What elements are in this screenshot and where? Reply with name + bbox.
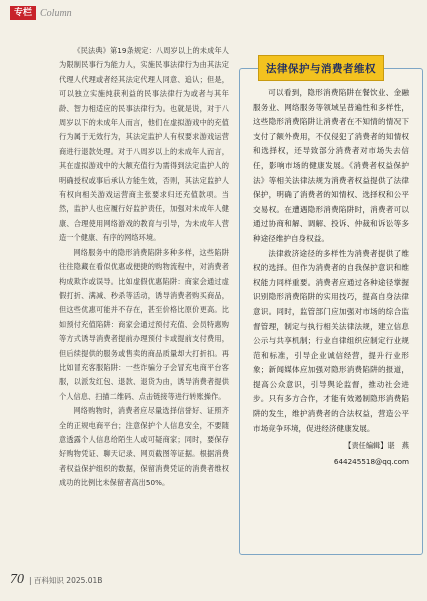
sidebar-box-title: 法律保护与消费者维权: [258, 55, 384, 81]
sidebar-box: [239, 62, 423, 555]
editor-email: 644245518@qq.com: [333, 457, 409, 467]
publication-info: | 百科知识 2025.01B: [29, 575, 103, 585]
column-tag-english: Column: [40, 7, 72, 19]
article-paragraph: 《民法典》第19条规定：八周岁以上的未成年人为限制民事行为能力人，实施民事法律行为由其法定代理人代理或者经其法定代理人同意、追认；但是，可以独立实施纯获利益的民事法律行为或者与其年龄、智力相适应的民事法律行为。也就是说，对于八周岁以下的未成年人而言，他们在虚拟游戏中的充值行为属于无效行为，其法定监护人有权要求游戏运营商进行退款处理。对于八周岁以上的未成年人而言，其在虚拟游戏中的大额充值行为需得到法定监护人的明确授权或事后承认方能生效，否则，其法定监护人有权向相关游戏运营商主张要求归还充值款项。当然，监护人也应履行好监护责任，加强对未成年人健康、合理使用网络游戏的教育与引导，为未成年人营造一个健康、有序的网络环境。: [59, 46, 229, 243]
header: [0, 0, 427, 26]
editor-credit: 【责任编辑】谌 燕: [344, 441, 409, 451]
page-footer: [10, 570, 102, 590]
page-number: 70: [10, 572, 24, 587]
sidebar-paragraph: 法律救济途径的多样性为消费者提供了维权的选择。但作为消费者的自我保护意识和维权能力同样重要。消费者应通过各种途径掌握识别隐形消费陷阱的实用技巧，提高自身法律意识。同时，监管部门应加强对市场的综合监督管理，制定与执行相关法律法规，建立信息公示与共享机制；行业自律组织应制定行业规范和标准，引导企业诚信经营，提升行业形象；新闻媒体应加强对隐形消费陷阱的报道，提高公众意识，引导舆论监督，推动社会进步。只有多方合作，才能有效遏制隐形消费陷阱的发生，维护消费者的合法权益，营造公平市场竞争环境，促进经济健康发展。: [253, 248, 409, 433]
main-article-column: [59, 44, 229, 491]
sidebar-box-body: [253, 86, 409, 436]
column-tag: 专栏: [10, 6, 36, 20]
article-paragraph: 网络购物时，消费者应尽量选择信誉好、证照齐全的正规电商平台；注意保护个人信息安全，不要随意透露个人信息给陌生人或可疑商家；同时，要保存好购物凭证、聊天记录、网页截图等证据。根据消费者权益保护组织的数据，保留消费凭证的消费者维权成功的比例比未保留者高出50%。: [59, 406, 229, 488]
article-paragraph: 网络服务中的隐形消费陷阱多种多样，这些陷阱往往隐藏在看似优惠或便捷的购物流程中，对消费者构成欺诈或误导。比如虚假优惠陷阱：商家会通过虚假打折、满减、秒杀等活动，诱导消费者购买商品，但这些优惠可能并不存在，甚至价格比原价更高。比如预付充值陷阱：商家会通过预付充值、会员特惠购等方式诱导消费者提前办理预付卡或提前支付费用，但后续提供的服务或售卖的商品质量却大打折扣。再比如冒充客服陷阱：一些诈骗分子会冒充电商平台客服，以派发红包、退款、退货为由，诱导消费者提供个人信息、扫描二维码、点击链接等进行转账操作。: [59, 247, 229, 401]
sidebar-paragraph: 可以看到，隐形消费陷阱在餐饮业、金融服务业、网络服务等领域呈普遍性和多样性，这些隐形消费陷阱让消费者在不知情的情况下支付了额外费用，不仅侵犯了消费者的知情权和选择权，还导致部分消费者对市场失去信任，影响市场的健康发展。《消费者权益保护法》等相关法律法规为消费者权益提供了法律保护，明确了消费者的知情权、选择权和公平交易权。在遭遇隐形消费陷阱时，消费者可以通过协商和解、调解、投诉、仲裁和诉讼等多种途径维护自身权益。: [253, 88, 409, 243]
